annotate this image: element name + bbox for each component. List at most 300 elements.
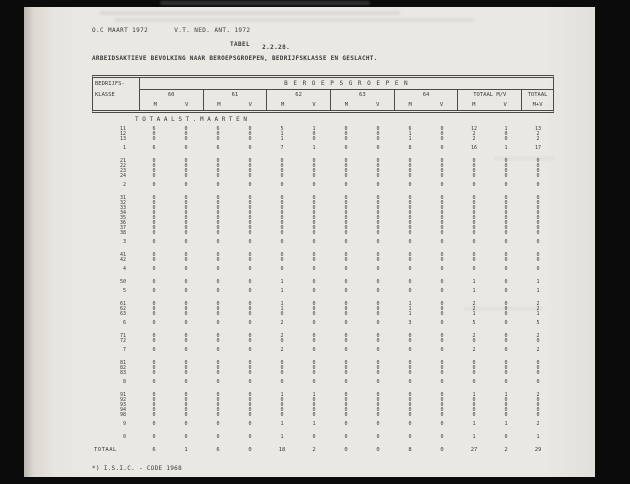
value-cell: 0 [280,402,284,408]
value-cell: 0 [536,168,540,174]
value-cell: 0 [504,215,508,221]
row-group [92,159,554,188]
value-cell: 0 [344,338,348,344]
value-cell: 12 [470,126,478,132]
value-cell: 0 [376,279,380,285]
value-cell: 0 [184,347,188,353]
value-cell: 0 [408,215,412,221]
value-cell: 0 [504,182,508,188]
value-cell: 0 [184,370,188,376]
value-cell: 0 [504,279,508,285]
value-cell: 6 [408,126,412,132]
value-cell: 0 [152,173,156,179]
row-label: 63 [119,311,126,317]
value-cell: 0 [472,182,476,188]
subtotal-row [92,289,554,294]
value-cell: 0 [376,412,380,418]
value-cell: 0 [408,195,412,201]
value-cell: 1 [472,279,476,285]
value-cell: 0 [248,168,252,174]
value-cell: 0 [376,392,380,398]
value-cell: 0 [536,257,540,263]
value-cell: 0 [184,301,188,307]
value-cell: 5 [536,320,540,326]
value-cell: 0 [536,205,540,211]
value-cell: 0 [344,347,348,353]
row-label: 32 [119,200,126,206]
value-cell: 0 [408,158,412,164]
value-cell: 0 [536,365,540,371]
value-cell: 0 [280,168,284,174]
row-label: 91 [119,392,126,398]
row-label: 33 [119,205,126,211]
value-cell: 0 [280,252,284,258]
value-cell: 0 [344,360,348,366]
value-cell: 0 [344,225,348,231]
value-cell: 0 [504,210,508,216]
value-cell: 0 [344,333,348,339]
value-cell: 0 [376,397,380,403]
value-cell: 0 [344,158,348,164]
value-cell: 0 [152,210,156,216]
row-group [92,302,554,326]
value-cell: 1 [536,279,540,285]
value-cell: 6 [152,145,156,151]
value-cell: 2 [536,136,540,142]
value-cell: 0 [344,320,348,326]
value-cell: 0 [216,205,220,211]
value-cell: 0 [440,360,444,366]
value-cell: 0 [152,311,156,317]
value-cell: 0 [184,173,188,179]
value-cell: 0 [152,257,156,263]
value-cell: 0 [312,288,316,294]
value-cell: 5 [280,126,284,132]
value-cell: 0 [408,397,412,403]
row-label: 41 [119,252,126,258]
value-cell: 0 [472,205,476,211]
value-cell: 0 [312,306,316,312]
value-cell: 0 [248,230,252,236]
value-cell: 0 [184,288,188,294]
value-cell: 1 [280,288,284,294]
value-cell: 0 [472,215,476,221]
value-cell: 0 [408,434,412,440]
value-cell: 0 [184,412,188,418]
value-cell: 0 [408,168,412,174]
value-cell: 0 [280,379,284,385]
value-cell: 0 [376,333,380,339]
value-cell: 0 [312,230,316,236]
value-cell: 0 [152,252,156,258]
value-cell: 0 [376,230,380,236]
value-cell: 0 [472,158,476,164]
value-cell: 0 [312,412,316,418]
row-label: 13 [119,136,126,142]
row-group [92,361,554,385]
value-cell: 0 [216,320,220,326]
value-cell: 0 [216,136,220,142]
value-cell: 0 [504,158,508,164]
value-cell: 0 [536,220,540,226]
row-header-label-top: BEDRIJFS- [95,81,125,87]
value-cell: 0 [504,360,508,366]
value-cell: 0 [216,365,220,371]
value-cell: 0 [184,210,188,216]
value-cell: 0 [472,257,476,263]
value-cell: 0 [344,145,348,151]
value-cell: 0 [440,257,444,263]
value-cell: 0 [472,252,476,258]
value-cell: 0 [472,266,476,272]
value-cell: 0 [280,257,284,263]
row-label: 24 [119,173,126,179]
value-cell: 0 [184,252,188,258]
row-label: 42 [119,257,126,263]
value-cell: 0 [312,131,316,137]
value-cell: 0 [152,168,156,174]
value-cell: 1 [504,145,508,151]
footnote: *) I.S.I.C. - CODE 1968 [92,465,182,472]
value-cell: 0 [344,379,348,385]
value-cell: 2 [472,136,476,142]
value-cell: 0 [216,279,220,285]
subtotal-row [92,240,554,245]
value-cell: 1 [280,421,284,427]
value-cell: 0 [344,131,348,137]
value-cell: 2 [536,131,540,137]
value-cell: 0 [504,252,508,258]
value-cell: 1 [408,131,412,137]
value-cell: 0 [472,402,476,408]
row-header-spacer [93,100,139,110]
value-cell: 0 [472,360,476,366]
value-cell: 0 [312,182,316,188]
row-label: 4 [122,266,126,272]
value-cell: 0 [408,392,412,398]
bleedthrough-artifact [100,11,400,15]
scan-edge-artifact [160,1,370,5]
value-cell: 0 [504,338,508,344]
row-label: 11 [119,126,126,132]
value-cell: 0 [184,145,188,151]
value-cell: 0 [152,182,156,188]
row-label: 12 [119,131,126,137]
value-cell: 0 [376,257,380,263]
row-label: 83 [119,370,126,376]
value-cell: 8 [408,447,412,453]
value-cell: 0 [280,311,284,317]
subheader-mv: M+V [521,100,553,110]
value-cell: 0 [280,360,284,366]
value-cell: 0 [184,365,188,371]
value-cell: 1 [536,311,540,317]
value-cell: 0 [376,370,380,376]
subheader-v: V [312,102,316,108]
value-cell: 0 [312,257,316,263]
value-cell: 2 [472,333,476,339]
value-cell: 0 [280,195,284,201]
value-cell: 0 [376,252,380,258]
value-cell: 0 [216,311,220,317]
value-cell: 0 [216,306,220,312]
value-cell: 0 [408,360,412,366]
col-groups-row [93,90,553,100]
value-cell: 0 [536,215,540,221]
value-cell: 0 [504,306,508,312]
value-cell: 0 [504,347,508,353]
subheader-m: M [203,100,235,110]
value-cell: 0 [536,195,540,201]
row-group [92,127,554,151]
value-cell: 1 [472,311,476,317]
value-cell: 0 [376,320,380,326]
col-group-totaal-mv: TOTAAL M/V [457,90,521,100]
value-cell: 13 [534,126,542,132]
value-cell: 0 [248,288,252,294]
value-cell: 0 [344,402,348,408]
subtotal-row [92,435,554,440]
value-cell: 0 [312,301,316,307]
value-cell: 0 [248,131,252,137]
row-label: 6 [122,320,126,326]
value-cell: 0 [184,266,188,272]
value-cell: 27 [470,447,478,453]
value-cell: 0 [504,205,508,211]
value-cell: 0 [248,215,252,221]
value-cell: 1 [280,434,284,440]
value-cell: 0 [440,306,444,312]
value-cell: 0 [312,347,316,353]
table-number-line [230,41,291,51]
value-cell: 0 [216,288,220,294]
value-cell: 0 [248,158,252,164]
value-cell: 0 [216,397,220,403]
value-cell: 0 [312,158,316,164]
value-cell: 0 [184,407,188,413]
row-label: 1 [122,145,126,151]
value-cell: 0 [504,434,508,440]
value-cell: 0 [536,163,540,169]
value-cell: 0 [376,163,380,169]
value-cell: 0 [216,200,220,206]
value-cell: 0 [376,347,380,353]
value-cell: 0 [504,136,508,142]
value-cell: 0 [184,338,188,344]
value-cell: 0 [536,407,540,413]
value-cell: 0 [152,360,156,366]
value-cell: 0 [216,407,220,413]
value-cell: 0 [248,434,252,440]
value-cell: 0 [216,379,220,385]
value-cell: 0 [408,379,412,385]
value-cell: 1 [312,145,316,151]
value-cell: 0 [344,279,348,285]
value-cell: 0 [216,173,220,179]
value-cell: 0 [504,370,508,376]
value-cell: 0 [504,163,508,169]
value-cell: 0 [504,407,508,413]
value-cell: 7 [280,145,284,151]
value-cell: 0 [184,257,188,263]
value-cell: 2 [536,306,540,312]
row-label: 72 [119,338,126,344]
value-cell: 0 [440,168,444,174]
subheader-m: M [394,100,426,110]
subtotal-row [92,380,554,385]
value-cell: 2 [280,333,284,339]
value-cell: 0 [248,402,252,408]
value-cell: 0 [376,360,380,366]
value-cell: 0 [376,311,380,317]
value-cell: 0 [440,279,444,285]
value-cell: 0 [248,397,252,403]
value-cell: 0 [216,239,220,245]
value-cell: 0 [344,421,348,427]
value-cell: 0 [440,338,444,344]
value-cell: 0 [152,365,156,371]
row-group [92,393,554,427]
value-cell: 0 [312,360,316,366]
value-cell: 0 [408,205,412,211]
value-cell: 0 [440,320,444,326]
value-cell: 0 [536,266,540,272]
row-label: 50 [119,279,126,285]
value-cell: 0 [440,412,444,418]
value-cell: 0 [248,447,252,453]
value-cell: 0 [440,215,444,221]
value-cell: 0 [408,338,412,344]
value-cell: 0 [248,360,252,366]
value-cell: 0 [504,239,508,245]
value-cell: 0 [312,434,316,440]
value-cell: 0 [536,230,540,236]
row-label: 7 [122,347,126,353]
value-cell: 0 [248,182,252,188]
value-cell: 0 [344,195,348,201]
value-cell: 0 [248,347,252,353]
value-cell: 0 [504,288,508,294]
value-cell: 0 [408,288,412,294]
value-cell: 0 [408,402,412,408]
value-cell: 0 [152,131,156,137]
row-group [92,334,554,353]
value-cell: 0 [440,407,444,413]
value-cell: 0 [152,136,156,142]
value-cell: 0 [184,320,188,326]
value-cell: 0 [184,379,188,385]
row-label: 37 [119,225,126,231]
value-cell: 0 [248,220,252,226]
value-cell: 0 [472,397,476,403]
row-label: TOTAAL [94,447,117,453]
value-cell: 8 [408,145,412,151]
row-label: 8 [122,379,126,385]
value-cell: 0 [408,220,412,226]
value-cell: 0 [184,136,188,142]
value-cell: 0 [184,333,188,339]
value-cell: 0 [184,230,188,236]
value-cell: 2 [280,347,284,353]
value-cell: 0 [184,168,188,174]
value-cell: 0 [216,412,220,418]
value-cell: 0 [344,136,348,142]
value-cell: 0 [184,205,188,211]
value-cell: 0 [280,158,284,164]
value-cell: 0 [152,163,156,169]
value-cell: 0 [312,407,316,413]
value-cell: 0 [248,301,252,307]
col-group-62: 62 [266,90,330,100]
value-cell: 0 [248,306,252,312]
value-cell: 0 [344,447,348,453]
value-cell: 2 [280,320,284,326]
row-group [92,196,554,245]
value-cell: 0 [280,215,284,221]
value-cell: 1 [472,392,476,398]
value-cell: 3 [408,320,412,326]
header-row-span [93,78,553,90]
value-cell: 0 [248,205,252,211]
value-cell: 0 [152,306,156,312]
value-cell: 1 [472,434,476,440]
value-cell: 0 [152,195,156,201]
value-cell: 0 [216,195,220,201]
value-cell: 0 [504,230,508,236]
table-row [92,174,554,179]
value-cell: 0 [216,230,220,236]
value-cell: 0 [440,434,444,440]
value-cell: 0 [472,230,476,236]
value-cell: 1 [472,421,476,427]
value-cell: 0 [440,311,444,317]
value-cell: 0 [472,173,476,179]
value-cell: 0 [216,210,220,216]
value-cell: 0 [504,412,508,418]
value-cell: 0 [184,311,188,317]
value-cell: 0 [440,266,444,272]
value-cell: 0 [504,257,508,263]
value-cell: 0 [344,370,348,376]
value-cell: 0 [280,365,284,371]
value-cell: 0 [504,173,508,179]
value-cell: 0 [504,365,508,371]
value-cell: 0 [344,163,348,169]
value-cell: 0 [312,279,316,285]
value-cell: 0 [536,182,540,188]
value-cell: 0 [408,230,412,236]
value-cell: 0 [376,145,380,151]
value-cell: 0 [472,338,476,344]
value-cell: 0 [376,220,380,226]
subtotal-row [92,146,554,151]
value-cell: 0 [376,379,380,385]
value-cell: 0 [344,220,348,226]
value-cell: 0 [248,252,252,258]
value-cell: 0 [440,173,444,179]
value-cell: 0 [248,370,252,376]
value-cell: 0 [472,379,476,385]
value-cell: 0 [344,257,348,263]
row-label: 2 [122,182,126,188]
value-cell: 0 [536,402,540,408]
value-cell: 0 [344,407,348,413]
value-cell: 0 [280,370,284,376]
document-source-reference: V.T. NED. ANT. 1972 [174,27,251,34]
value-cell: 0 [152,215,156,221]
value-cell: 0 [376,168,380,174]
value-cell: 0 [536,158,540,164]
